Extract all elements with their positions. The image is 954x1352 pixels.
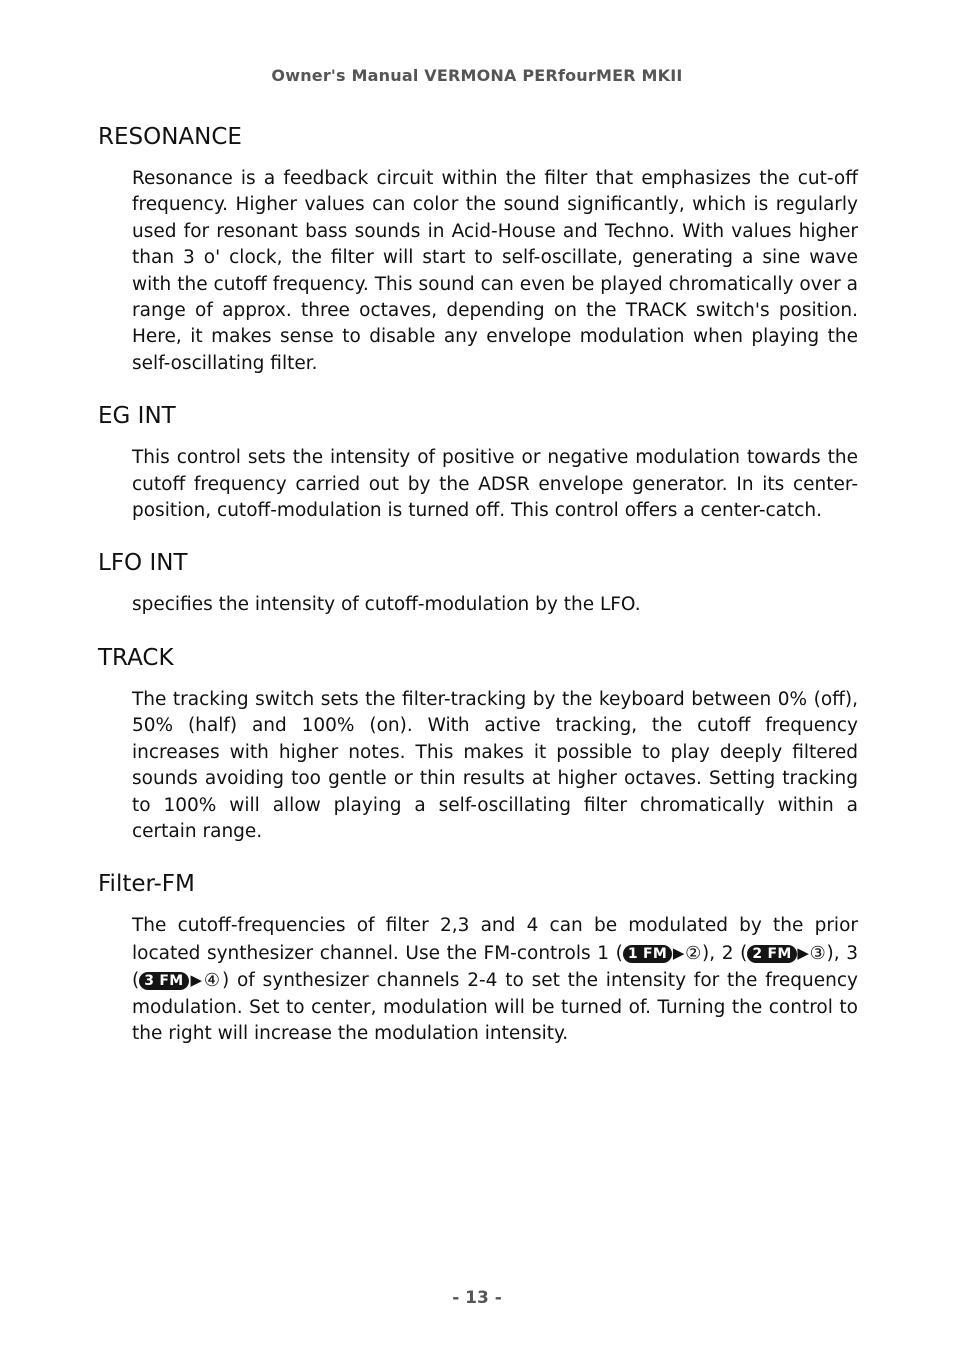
section-heading: LFO INT (98, 550, 188, 577)
section-filter-fm (98, 871, 858, 1047)
running-header: Owner's Manual VERMONA PERfourMER MKII (271, 66, 683, 85)
section-heading: EG INT (98, 403, 176, 430)
text-run: The cutoff-frequencies of filter 2,3 and 4 can be modulated by the prior located synthesizer channel. Use the FM-controls 1 ( (132, 915, 858, 964)
section-paragraph: The tracking switch sets the filter-tracking by the keyboard between 0% (off), 50% (half) and 100% (on). With active tracking, the cutoff frequency increases with higher notes. This makes it possible to play deeply filtered sounds avoiding too gentle or thin results at higher octaves. Setting tracking to 100% will allow playing a self-oscillating filter chromatically within a certain range. (132, 688, 858, 842)
page-number: - 13 - (452, 1288, 502, 1308)
arrow-right-icon: ▶ (188, 971, 204, 990)
fm-badge-3: 3 FM (139, 972, 188, 990)
section-track (98, 645, 858, 845)
text-run: ) of synthesizer channels 2-4 to set the intensity for the frequency modulation. Set to center, modulation will be turned of. Turning the control to the right will increase the modulation intensity. (132, 970, 858, 1044)
section-paragraph: specifies the intensity of cutoff-modulation by the LFO. (132, 594, 641, 616)
section-heading: TRACK (98, 644, 174, 671)
page-content (98, 124, 858, 1073)
arrow-right-icon: ▶ (672, 943, 686, 962)
section-heading: RESONANCE (98, 124, 242, 150)
arrow-right-icon: ▶ (796, 943, 810, 962)
section-resonance (98, 124, 858, 377)
section-heading: Filter-FM (98, 871, 195, 898)
fm-badge-1: 1 FM (623, 945, 672, 963)
section-paragraph (132, 913, 858, 1047)
section-lfo-int (98, 550, 858, 618)
channel-number: ④ (203, 970, 222, 992)
section-paragraph: Resonance is a feedback circuit within the filter that emphasizes the cut-off frequency. Higher values can color the sound significantly, which is regularly used for resonant bass sounds in Acid-House and Techno. With values higher than 3 o' clock, the filter will start to self-oscillate, generating a sine wave with the cutoff frequency. This sound can even be played chromatically over a range of approx. three octaves, depending on the TRACK switch's position. Here, it makes sense to disable any envelope modulation when playing the self-oscillating filter. (132, 168, 858, 374)
section-paragraph: This control sets the intensity of positive or negative modulation towards the cutoff frequency carried out by the ADSR envelope generator. In its center-position, cutoff-modulation is turned off. This control offers a center-catch. (132, 447, 858, 522)
section-eg-int (98, 403, 858, 524)
channel-number: ③ (809, 942, 827, 964)
text-run: ), 3 ( (132, 942, 858, 992)
channel-number: ② (685, 942, 702, 964)
fm-badge-2: 2 FM (747, 945, 796, 963)
text-run: ), 2 ( (702, 942, 748, 964)
